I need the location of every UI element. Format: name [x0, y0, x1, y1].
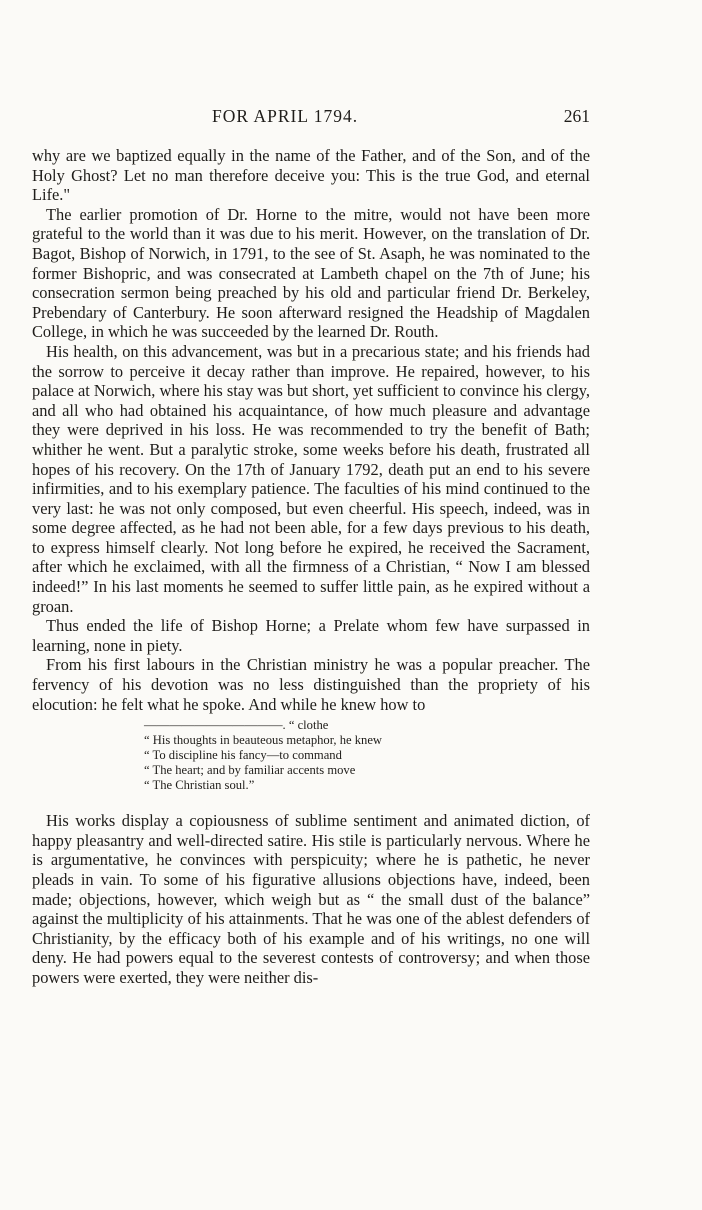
- page-number: 261: [563, 106, 590, 126]
- verse-quotation: [144, 718, 590, 793]
- verse-line: “ The Christian soul.”: [144, 778, 255, 793]
- running-head: [32, 106, 590, 132]
- verse-line: “ To discipline his fancy—to command: [144, 748, 342, 763]
- paragraph-life-ended: Thus ended the life of Bishop Horne; a Prelate whom few have surpassed in learning, none in piety.: [32, 616, 590, 655]
- paragraph-continued: why are we baptized equally in the name of the Father, and of the Son, and of the Holy Ghost? Let no man therefore deceive you: This is the true God, and eternal Life.": [32, 146, 590, 205]
- verse-line: “ His thoughts in beauteous metaphor, he knew: [144, 733, 383, 748]
- verse-line: ———————————. “ clothe: [144, 718, 329, 733]
- paragraph-preacher: From his first labours in the Christian ministry he was a popular preacher. The fervency of his devotion was no less distinguished than the propriety of his elocution: he felt what he spoke. And while he knew how to: [32, 655, 590, 714]
- paragraph-health: His health, on this advancement, was but in a precarious state; and his friends had the sorrow to perceive it decay rather than improve. He repaired, however, to his palace at Norwich, where his stay was but short, yet sufficient to convince his clergy, and all who had obtained his acquaintance, of how much pleasure and advantage they were deprived in his loss. He was recommended to try the benefit of Bath; whither he went. But a paralytic stroke, some weeks before his death, frustrated all hopes of his recovery. On the 17th of January 1792, death put an end to his severe infirmities, and to his exemplary patience. The faculties of his mind continued to the very last: he was not only composed, but even cheerful. His speech, indeed, was in some degree affected, as he had not been able, for a few days previous to his death, to express himself clearly. Not long before he expired, he received the Sacrament, after which he exclaimed, with all the firmness of a Christian, “ Now I am blessed indeed!” In his last moments he seemed to suffer little pain, as he expired without a groan.: [32, 341, 590, 616]
- paragraph-works: His works display a copiousness of sublime sentiment and animated diction, of happy pleasantry and well-directed satire. His stile is particularly nervous. Where he is argumentative, he convinces with perspicuity; where he is pathetic, he never pleads in vain. To some of his figurative allusions objections have, indeed, been made; objections, however, which weigh but as “ the small dust of the balance” against the multiplicity of his attainments. That he was one of the ablest defenders of Christianity, by the efficacy both of his example and of his writings, no one will deny. He had powers equal to the severest contests of controversy; and when those powers were exerted, they were neither dis-: [32, 811, 590, 987]
- paragraph-promotion: The earlier promotion of Dr. Horne to the mitre, would not have been more grateful to the world than it was due to his merit. However, on the translation of Dr. Bagot, Bishop of Norwich, in 1791, to the see of St. Asaph, he was nominated to the former Bishopric, and was consecrated at Lambeth chapel on the 7th of June; his consecration sermon being preached by his old and particular friend Dr. Berkeley, Prebendary of Canterbury. He soon afterward resigned the Headship of Magdalen College, in which he was succeeded by the learned Dr. Routh.: [32, 204, 590, 342]
- body-text: [32, 146, 590, 988]
- verse-line: “ The heart; and by familiar accents move: [144, 763, 356, 778]
- running-title: FOR APRIL 1794.: [212, 106, 359, 126]
